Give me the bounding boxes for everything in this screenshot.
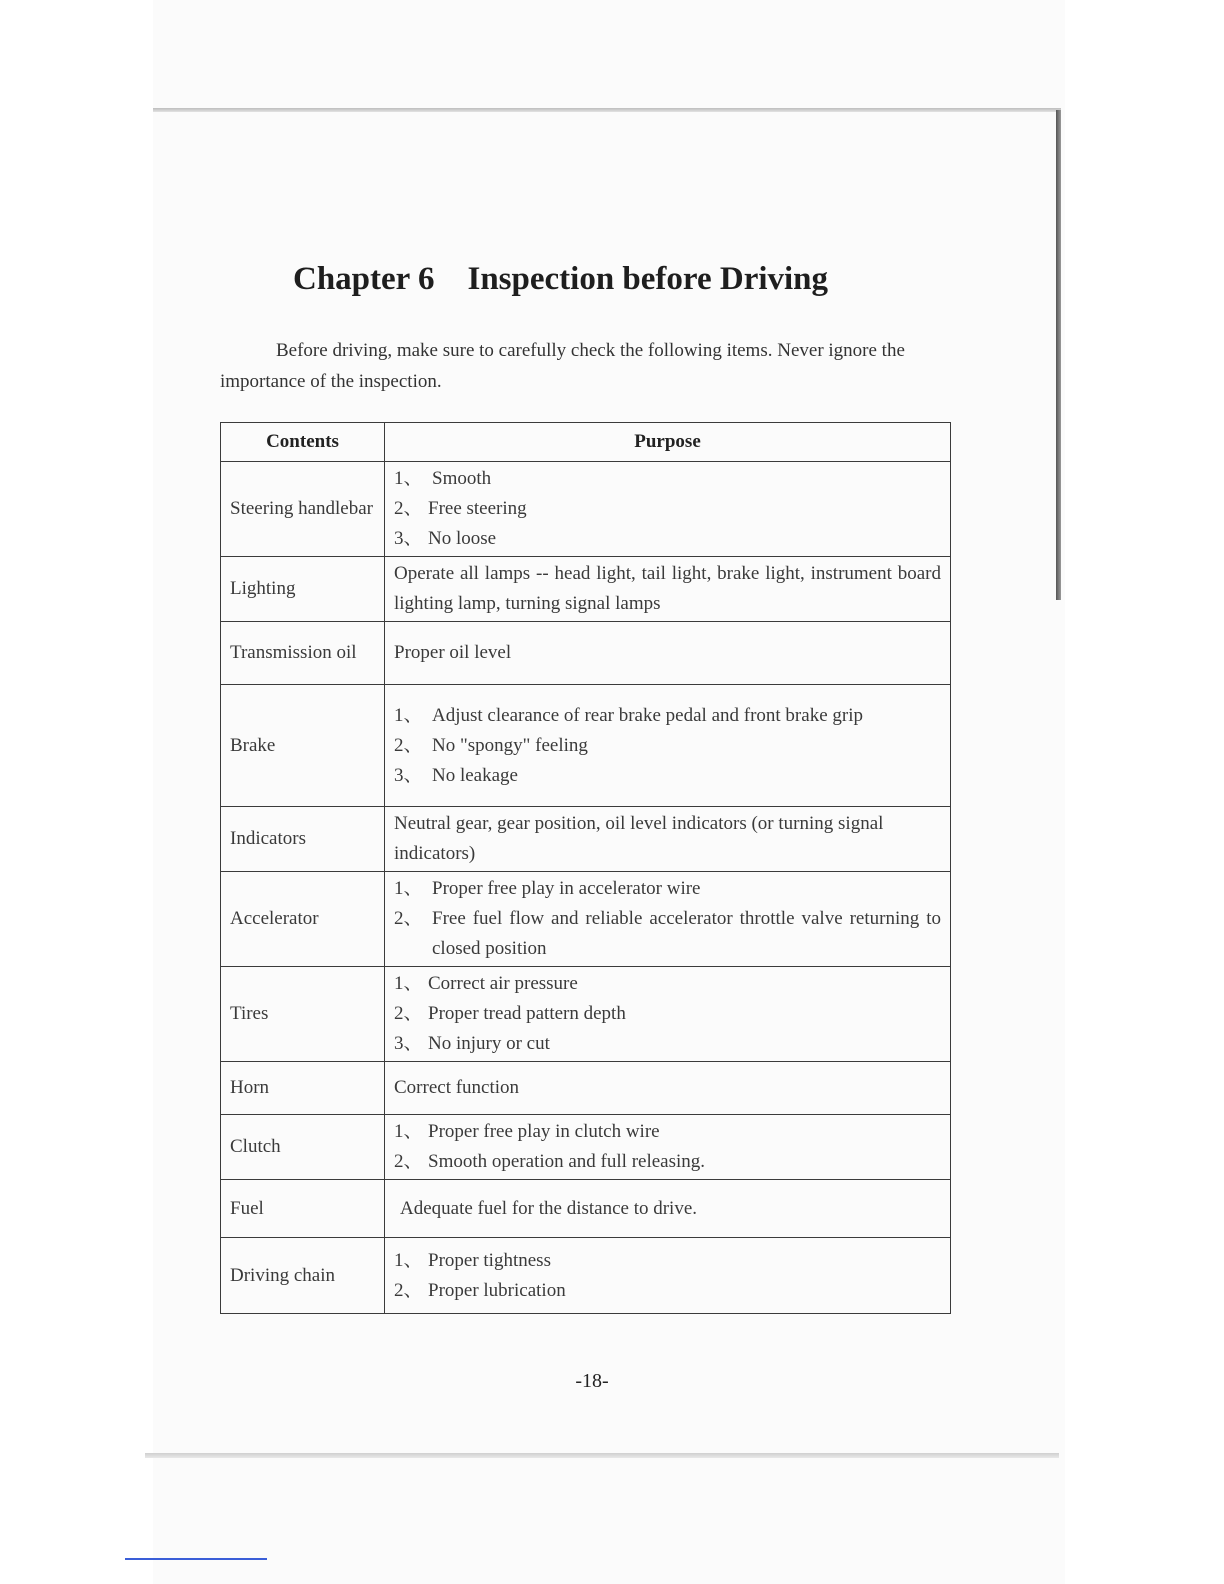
row-name: Brake — [221, 685, 385, 807]
list-item — [394, 1117, 941, 1147]
item-text: No injury or cut — [428, 1033, 550, 1054]
row-purpose — [385, 967, 951, 1062]
link-underline — [125, 1558, 267, 1560]
row-name: Driving chain — [221, 1238, 385, 1314]
item-number: 3、 — [394, 528, 423, 549]
list-item — [394, 761, 941, 791]
item-number: 1、 — [394, 704, 423, 726]
table-row — [221, 685, 951, 807]
item-text: Proper free play in accelerator wire — [432, 878, 701, 899]
row-purpose: Operate all lamps -- head light, tail light, brake light, instrument board lighting lamp, turning signal lamps — [385, 557, 951, 622]
item-text: No loose — [428, 528, 497, 549]
item-text: Free fuel flow and reliable accelerator throttle valve returning to closed position — [432, 908, 941, 959]
list-item — [394, 999, 941, 1029]
table-row — [221, 967, 951, 1062]
list-item — [394, 701, 941, 731]
list-item — [394, 464, 941, 494]
item-text: No leakage — [432, 764, 518, 786]
row-name: Indicators — [221, 807, 385, 872]
table-row — [221, 807, 951, 872]
table-row — [221, 462, 951, 557]
row-name: Transmission oil — [221, 622, 385, 685]
row-purpose — [385, 872, 951, 967]
item-text: Proper lubrication — [428, 1279, 566, 1301]
header-contents: Contents — [221, 423, 385, 462]
item-text: Proper free play in clutch wire — [428, 1121, 660, 1142]
list-item — [394, 731, 941, 761]
table-row — [221, 1062, 951, 1115]
page-number: -18- — [575, 1370, 609, 1392]
item-number: 1、 — [394, 973, 423, 994]
row-name: Accelerator — [221, 872, 385, 967]
item-number: 2、 — [394, 1279, 423, 1301]
list-item — [394, 1029, 941, 1059]
table-header-row — [221, 423, 951, 462]
chapter-title: Chapter 6 Inspection before Driving — [293, 261, 829, 297]
scan-edge-top — [153, 108, 1061, 112]
row-purpose — [385, 462, 951, 557]
item-text: Smooth — [432, 468, 492, 489]
row-purpose: Correct function — [385, 1062, 951, 1115]
table-row — [221, 1238, 951, 1314]
item-text: Smooth operation and full releasing. — [428, 1151, 706, 1172]
row-name: Lighting — [221, 557, 385, 622]
row-purpose — [385, 1238, 951, 1314]
list-item — [394, 904, 941, 964]
item-number: 1、 — [394, 468, 423, 489]
row-name: Horn — [221, 1062, 385, 1115]
list-item — [394, 969, 941, 999]
inspection-table — [220, 422, 951, 1314]
item-number: 2、 — [394, 498, 423, 519]
list-item — [394, 494, 941, 524]
item-number: 3、 — [394, 1033, 423, 1054]
item-text: Correct air pressure — [428, 973, 578, 994]
item-number: 2、 — [394, 1003, 423, 1024]
item-number: 1、 — [394, 1121, 423, 1142]
row-purpose — [385, 1115, 951, 1180]
item-text: Adjust clearance of rear brake pedal and front brake grip — [432, 704, 863, 726]
row-name: Tires — [221, 967, 385, 1062]
row-purpose: Proper oil level — [385, 622, 951, 685]
row-name: Clutch — [221, 1115, 385, 1180]
list-item — [394, 1246, 941, 1276]
list-item — [394, 1276, 941, 1306]
scan-edge-bottom — [145, 1453, 1059, 1458]
item-text: Proper tightness — [428, 1249, 551, 1271]
item-number: 1、 — [394, 878, 423, 899]
item-text: Free steering — [428, 498, 527, 519]
row-purpose — [385, 685, 951, 807]
item-number: 2、 — [394, 1151, 423, 1172]
table-row — [221, 872, 951, 967]
scan-edge-right — [1056, 110, 1061, 600]
list-item — [394, 524, 941, 554]
list-item — [394, 874, 941, 904]
item-number: 1、 — [394, 1249, 423, 1271]
row-name: Steering handlebar — [221, 462, 385, 557]
item-number: 2、 — [394, 908, 423, 929]
item-text: Proper tread pattern depth — [428, 1003, 626, 1024]
row-purpose: Adequate fuel for the distance to drive. — [385, 1180, 951, 1238]
row-purpose: Neutral gear, gear position, oil level indicators (or turning signal indicators) — [385, 807, 951, 872]
intro-paragraph: Before driving, make sure to carefully check the following items. Never ignore the importance of the inspection. — [220, 340, 905, 392]
list-item — [394, 1147, 941, 1177]
item-number: 2、 — [394, 734, 423, 756]
header-purpose: Purpose — [385, 423, 951, 462]
table-row — [221, 557, 951, 622]
table-row — [221, 1180, 951, 1238]
row-name: Fuel — [221, 1180, 385, 1238]
item-number: 3、 — [394, 764, 423, 786]
table-row — [221, 622, 951, 685]
table-row — [221, 1115, 951, 1180]
item-text: No "spongy" feeling — [432, 734, 588, 756]
